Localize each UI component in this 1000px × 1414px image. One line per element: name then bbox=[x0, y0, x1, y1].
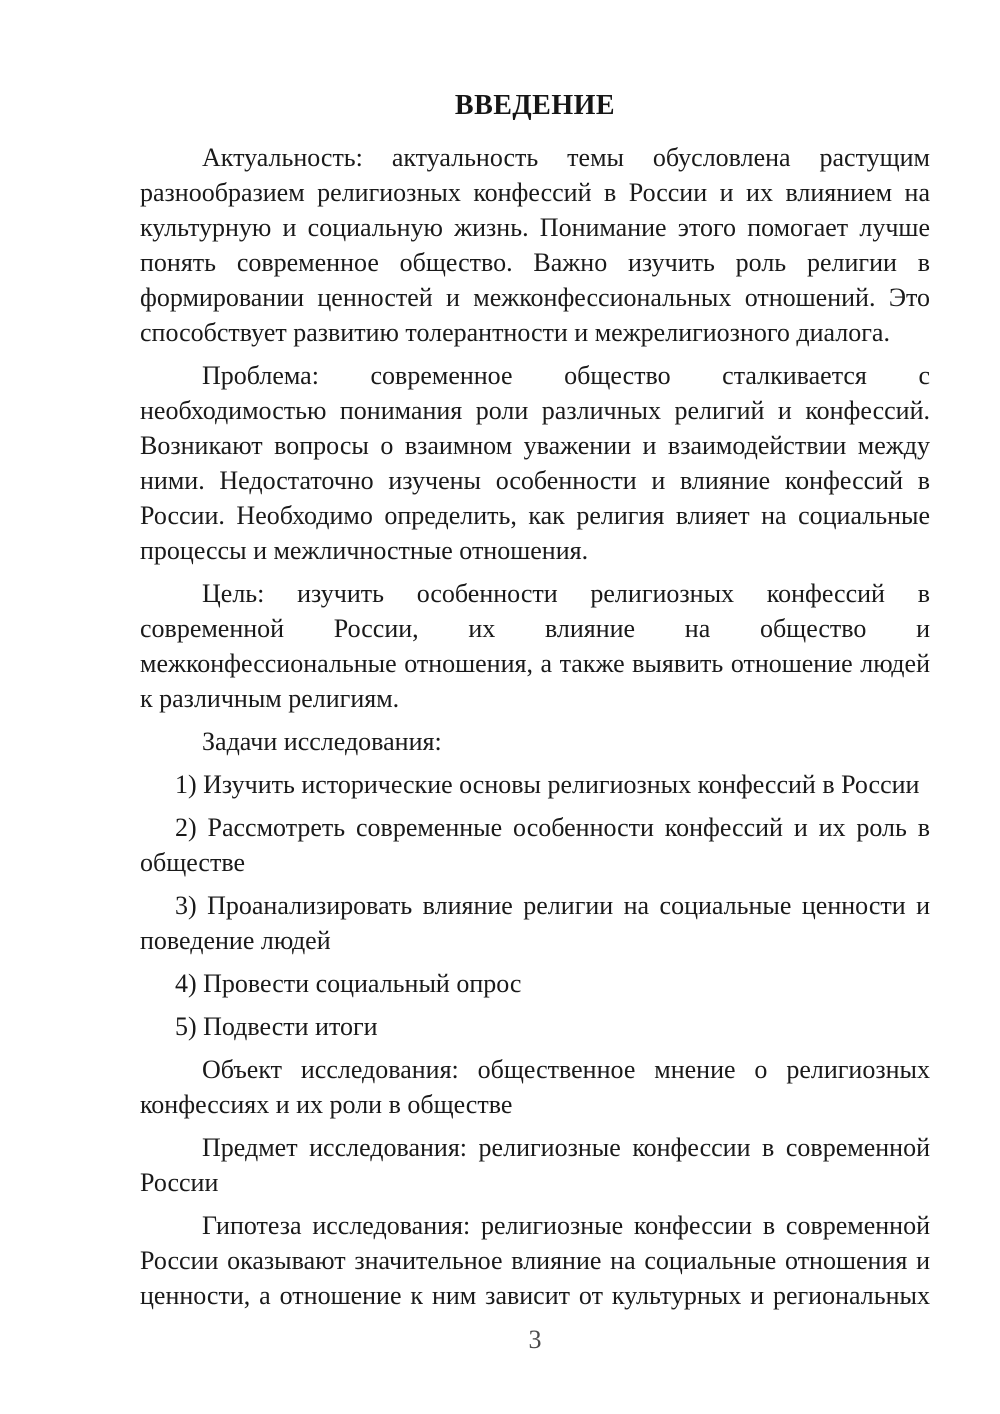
paragraph-object: Объект исследования: общественное мнение о религиозных конфессиях и их роли в обществе bbox=[140, 1055, 930, 1119]
paragraph-hypothesis: Гипотеза исследования: религиозные конфессии в современной России оказывают значительное влияние на социальные отношения и ценности, а отношение к ним зависит от культурных и региональных bbox=[140, 1211, 930, 1310]
task-item-1: 1) Изучить исторические основы религиозных конфессий в России bbox=[175, 770, 920, 799]
task-item-5: 5) Подвести итоги bbox=[175, 1012, 378, 1041]
task-item-3: 3) Проанализировать влияние религии на социальные ценности и поведение людей bbox=[140, 891, 930, 955]
paragraph-goal: Цель: изучить особенности религиозных конфессий в современной России, их влияние на общество и межконфессиональные отношения, а также выявить отношение людей к различным религиям. bbox=[140, 579, 930, 713]
paragraph-tasks-heading: Задачи исследования: bbox=[202, 727, 442, 756]
paragraph-relevance: Актуальность: актуальность темы обусловлена растущим разнообразием религиозных конфессий в России и их влиянием на культурную и социальную жизнь. Понимание этого помогает лучше понять современное общество. Важно изучить роль религии в формировании ценностей и межконфессиональных отношений. Это способствует развитию толерантности и межрелигиозного диалога. bbox=[140, 143, 930, 347]
page-content bbox=[140, 88, 930, 1321]
paragraph-problem: Проблема: современное общество сталкивается с необходимостью понимания роли различных религий и конфессий. Возникают вопросы о взаимном уважении и взаимодействии между ними. Недостаточно изучены особенности и влияние конфессий в России. Необходимо определить, как религия влияет на социальные процессы и межличностные отношения. bbox=[140, 361, 930, 565]
task-item-4: 4) Провести социальный опрос bbox=[175, 969, 522, 998]
introduction-heading: ВВЕДЕНИЕ bbox=[454, 90, 616, 121]
paragraph-subject: Предмет исследования: религиозные конфессии в современной России bbox=[140, 1133, 930, 1197]
page-number: 3 bbox=[528, 1325, 542, 1354]
task-item-2: 2) Рассмотреть современные особенности конфессий и их роль в обществе bbox=[140, 813, 930, 877]
